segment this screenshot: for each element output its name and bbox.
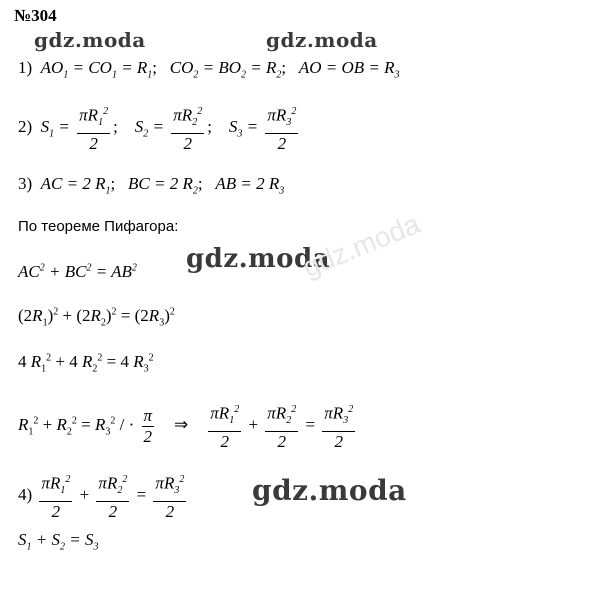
step-2: 2) $S_1$ = $\frac{\pi R_1^2}{2}$ ; $S_2$ = $\frac{\pi R_2^2}{2}$ ; $S_3$ = $\frac{\pi R_3^2}{2}$ bbox=[18, 102, 301, 154]
watermark-logo: gdz.moda bbox=[34, 28, 146, 52]
step-label: 3) bbox=[18, 174, 33, 193]
faint-watermark: gdz.moda bbox=[298, 208, 425, 283]
final-equation: $S_1 + S_2 = S_3$ bbox=[18, 530, 99, 553]
watermark-logo: gdz.moda bbox=[252, 474, 407, 507]
equation-scaled: $R_1^2 + R_2^2 = R_3^2$ / · $\frac{\pi}{2}$ ⇒ $\frac{\pi R_1^2}{2}$ + $\frac{\pi R_2^2}{2}$ = $\frac{\pi R_3^2}{2}$ bbox=[18, 400, 358, 452]
equation-pythagoras: $AC^2 + BC^2 = AB^2$ bbox=[18, 262, 137, 281]
watermark-logo: gdz.moda bbox=[266, 28, 378, 52]
equation-doubled: $(2R_1)^2 + (2R_2)^2 = (2R_3)^2$ bbox=[18, 306, 175, 329]
equation-expanded: 4 $R_1^2 + 4$ $R_2^2 = 4$ $R_3^2$ bbox=[18, 352, 154, 375]
step-label: 4) bbox=[18, 484, 33, 504]
implies-arrow: ⇒ bbox=[174, 414, 189, 434]
watermark-logo: gdz.moda bbox=[186, 244, 331, 274]
step-4: 4) $\frac{\pi R_1^2}{2}$ + $\frac{\pi R_2^2}{2}$ = $\frac{\pi R_3^2}{2}$ bbox=[18, 470, 189, 522]
step-1: 1) $AO_1 = CO_1 = R_1$; $CO_2 = BO_2 = R_2$; AO = OB = $R_3$ bbox=[18, 58, 400, 81]
step-3: 3) AC = 2 $R_1$; BC = 2 $R_2$; AB = 2 $R_3$ bbox=[18, 174, 285, 197]
step-label: 2) bbox=[18, 116, 33, 136]
step-label: 1) bbox=[18, 58, 33, 77]
problem-number: №304 bbox=[14, 6, 57, 25]
pythagoras-label: По теореме Пифагора: bbox=[18, 218, 179, 235]
